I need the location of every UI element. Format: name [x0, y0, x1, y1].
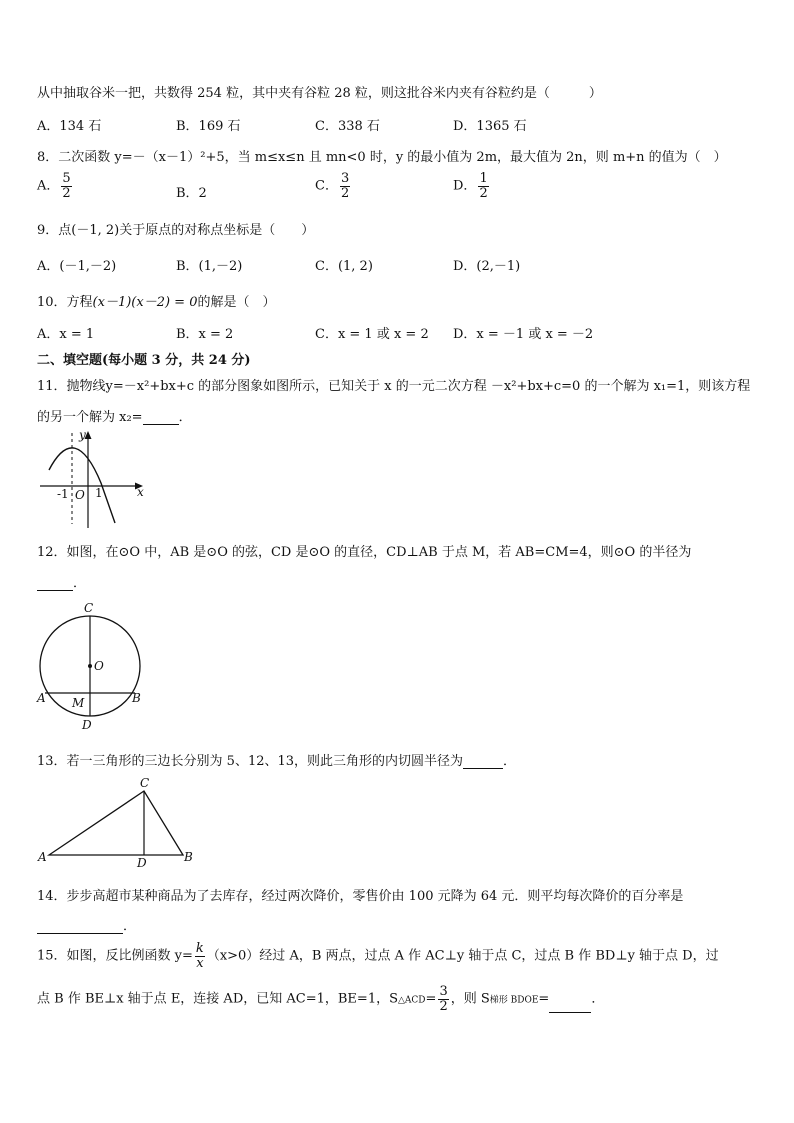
- q15-text: 15．如图，反比例函数 y= $\frac{k}{x}$ （x>0）经过 A，B 两点，过点 A 作 AC⊥y 轴于点 C，过点 B 作 BD⊥y 轴于点 D，过: [37, 941, 719, 971]
- q7-option-b: B．169 石: [176, 119, 241, 134]
- q10-option-d: D．x = －1 或 x = －2: [453, 327, 594, 342]
- q8-option-b: B．2: [176, 186, 207, 201]
- q12-answer-line: ．: [37, 572, 86, 591]
- fig13-a-label: A: [38, 850, 47, 864]
- fig12-a-label: A: [37, 691, 46, 705]
- q8-option-d: D． $\frac{1}{2}$: [453, 171, 488, 201]
- q7-option-d: D．1365 石: [453, 119, 527, 134]
- fig12-b-label: B: [132, 691, 141, 705]
- q12-text: 12．如图，在⊙O 中，AB 是⊙O 的弦，CD 是⊙O 的直径，CD⊥AB 于点 M，若 AB=CM=4，则⊙O 的半径为: [37, 545, 692, 560]
- q13-text: 13．若一三角形的三边长分别为 5、12、13，则此三角形的内切圆半径为 ．: [37, 754, 517, 769]
- q7-option-c: C．338 石: [315, 119, 380, 134]
- parabola-figure: [35, 428, 150, 533]
- q9-option-c: C．(1, 2): [315, 259, 373, 274]
- q11-text-2: 的另一个解为 x₂= ．: [37, 410, 192, 425]
- fig13-d-label: D: [137, 856, 147, 870]
- q10-option-a: A．x = 1: [37, 327, 95, 342]
- fig12-c-label: C: [84, 601, 94, 615]
- q9-option-b: B．(1,－2): [176, 259, 243, 274]
- q9-option-d: D．(2,－1): [453, 259, 521, 274]
- q7-text: 从中抽取谷米一把，共数得 254 粒，其中夹有谷粒 28 粒，则这批谷米内夹有谷粒约是（ ）: [37, 86, 602, 101]
- q9-option-a: A．(－1,－2): [37, 259, 117, 274]
- fig12-o-label: O: [94, 659, 104, 673]
- q8-text: 8．二次函数 y=－（x－1）²+5，当 m≤x≤n 且 mn<0 时，y 的最小值为 2m，最大值为 2n，则 m+n 的值为（ ）: [37, 150, 727, 165]
- triangle-figure: [35, 775, 200, 870]
- fig11-one-label: 1: [95, 486, 103, 500]
- fig11-origin-label: O: [75, 488, 85, 502]
- fig11-neg1-label: -1: [57, 487, 69, 501]
- fig12-m-label: M: [72, 696, 85, 710]
- q10-option-b: B．x = 2: [176, 327, 234, 342]
- q14-text: 14．步步高超市某种商品为了去库存，经过两次降价，零售价由 100 元降为 64 元．则平均每次降价的百分率是: [37, 889, 684, 904]
- section-heading: 二、填空题(每小题 3 分，共 24 分): [37, 353, 251, 368]
- q7-option-a: A．134 石: [37, 119, 102, 134]
- fig11-y-label: y: [79, 428, 86, 442]
- q15-text-2: 点 B 作 BE⊥x 轴于点 E，连接 AD，已知 AC=1，BE=1，S△ACD= $\frac{3}{2}$ ，则 S梯形 BDOE= ．: [37, 984, 605, 1014]
- fig13-b-label: B: [184, 850, 193, 864]
- q8-option-c: C． $\frac{3}{2}$: [315, 171, 350, 201]
- q9-text: 9．点(－1, 2)关于原点的对称点坐标是（ ）: [37, 223, 315, 238]
- q14-answer-line: ．: [37, 915, 136, 934]
- q8-option-a: A． $\frac{5}{2}$: [37, 171, 71, 201]
- fig12-d-label: D: [82, 718, 92, 732]
- q10-option-c: C．x = 1 或 x = 2: [315, 327, 429, 342]
- q11-text: 11．抛物线y=－x²+bx+c 的部分图象如图所示，已知关于 x 的一元二次方程 －x²+bx+c=0 的一个解为 x₁=1，则该方程: [37, 379, 751, 394]
- q10-text: 10．方程(x－1)(x－2) = 0的解是（ ）: [37, 295, 276, 310]
- fig11-x-label: x: [137, 485, 144, 499]
- circle-figure: [35, 600, 150, 735]
- fig13-c-label: C: [140, 776, 150, 790]
